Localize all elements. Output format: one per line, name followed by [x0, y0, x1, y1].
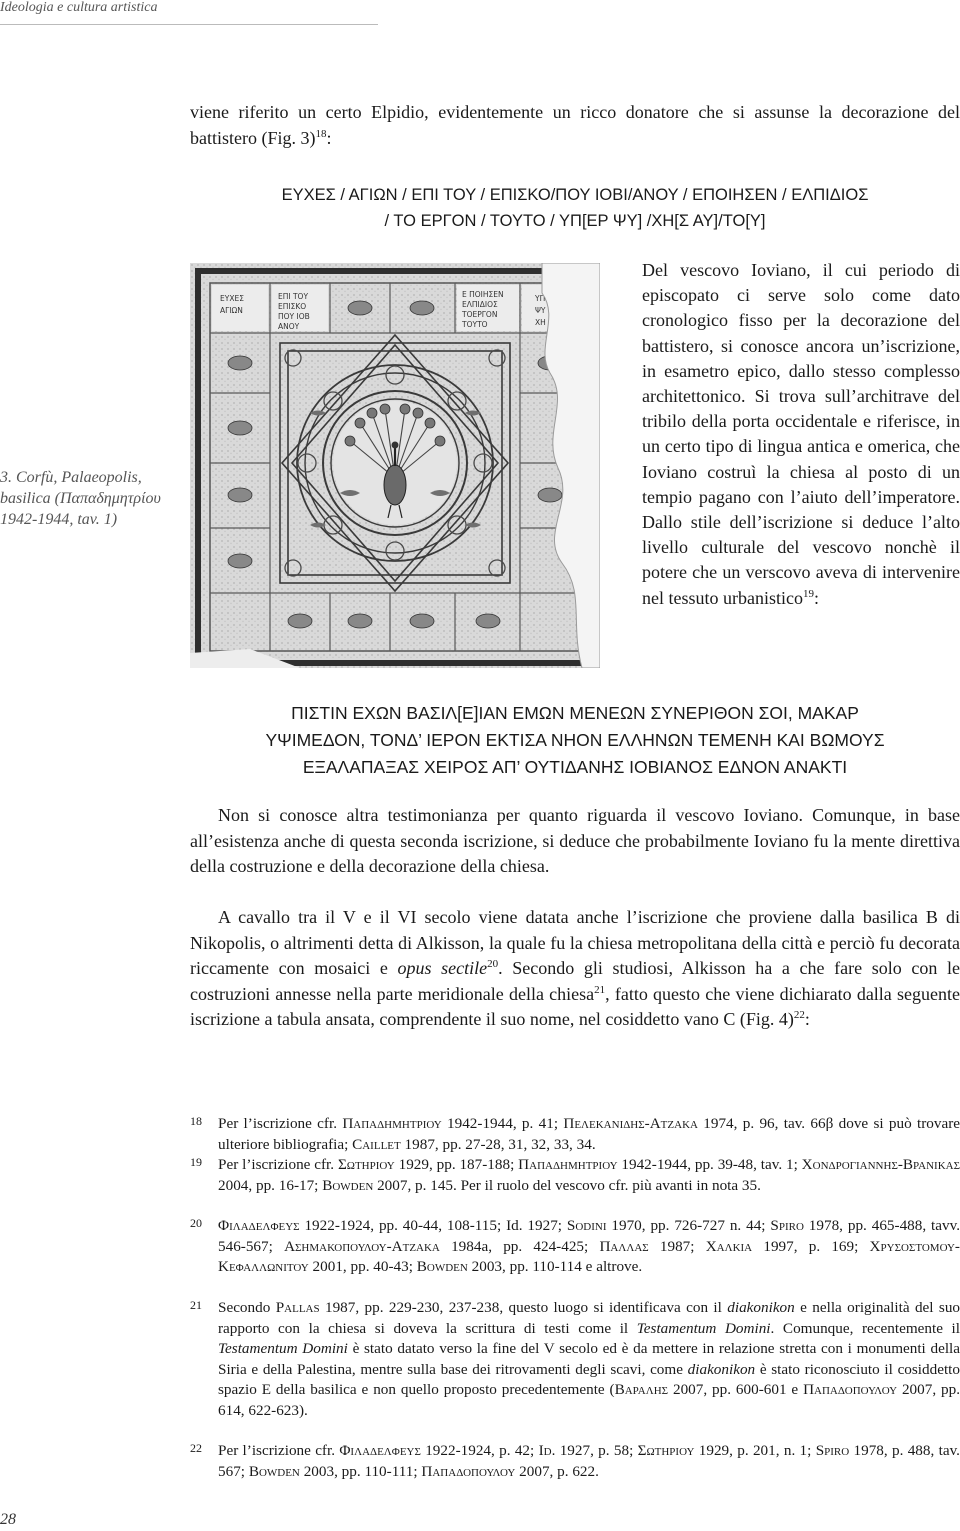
running-head: Ideologia e cultura artistica	[0, 0, 158, 15]
inscription-ioviano-line-1: ΠΙΣΤΙΝ ΕΧΩΝ ΒΑΣΙΛ[Ε]ΙΑΝ ΕΜΩΝ ΜΕΝΕΩΝ ΣΥΝΕΡΙΘΟΝ ΣΟΙ, ΜΑΚΑΡ	[291, 703, 859, 723]
footnote-text: Per l’iscrizione cfr. Φιλαδελφευς 1922-1924, p. 42; Id. 1927, p. 58; Σωτηριου 1929, p. 201, n. 1; Spiro 1978, p. 488, tav. 567; Bowden 2003, pp. 110-111; Παπαδοπουλου 2007, p. 622.	[218, 1442, 960, 1480]
panel-text-5: ΠΟΥ ΙΟΒ	[278, 312, 310, 321]
paragraph-alkisson	[190, 905, 960, 1033]
panel-text-6: ΑΝΟΥ	[278, 322, 300, 331]
paragraph-alkisson-colon: :	[804, 1009, 810, 1029]
footnote-text: Φιλαδελφευς 1922-1924, pp. 40-44, 108-115; Id. 1927; Sodini 1970, pp. 726-727 n. 44; Spiro 1978, pp. 465-488, tavv. 546-567; Ασημακοπουλου-Ατζακα 1984a, pp. 424-425; Παλλας 1987; Χαλκια 1997, p. 169; Χρυσοστομου-Κεφαλλωνιτου 2001, pp. 40-43; Bowden 2003, pp. 110-114 e altrove.	[218, 1217, 960, 1275]
page-number: 28	[0, 1511, 16, 1528]
footnote-ref-21[interactable]: 21	[594, 983, 606, 996]
inscription-ioviano	[190, 700, 960, 781]
footnote-text: Per l’iscrizione cfr. Σωτηριου 1929, pp. 187-188; Παπαδημητριου 1942-1944, pp. 39-48, tav. 1; Χονδρογιαννης-Βρανικας 2004, pp. 16-17; Bowden 2007, p. 145. Per il ruolo del vescovo cfr. più avanti in nota 35.	[218, 1156, 960, 1194]
paragraph-intro-colon: :	[326, 127, 332, 148]
panel-text-7: Ε ΠΟΙΗΣΕΝ	[462, 290, 504, 299]
mosaic-figure	[190, 263, 600, 668]
footnote-number: 21	[190, 1298, 202, 1312]
panel-text-1: ΕΥΧΕΣ	[220, 294, 244, 303]
footnote-text: Secondo Pallas 1987, pp. 229-230, 237-238, questo luogo si identificava con il diakonikon e nella originalità del suo rapporto con la chiesa si doveva la scrittura di testi come il Testamentum Domini. Comunque, recentemente il Testamentum Domini è stato datato verso la fine del V secolo ed è da mettere in relazione stretta con i monumenti della Siria e della Palestina, mentre sulla base dei ritrovamenti degli scavi, come diakonikon è stato riconosciuto il cosiddetto spazio E della basilica e non quello proposto precedentemente (Βαραλης 2007, pp. 600-601 e Παπαδοπουλου 2007, pp. 614, 622-623).	[218, 1299, 960, 1419]
footnote-18	[190, 1114, 960, 1155]
panel-text-9: ΤΟΕΡΓΟΝ	[462, 310, 498, 319]
footnote-text: Per l’iscrizione cfr. Παπαδημητριου 1942-1944, p. 41; Πελεκανιδης-Ατζακα 1974, p. 96, tav. 66β dove si può trovare ulteriore bibliografia; Caillet 1987, pp. 27-28, 31, 32, 33, 34.	[218, 1115, 960, 1153]
panel-text-2: ΑΓΙΩΝ	[220, 306, 243, 315]
inscription-elpidios	[190, 182, 960, 234]
footnote-20	[190, 1216, 960, 1278]
panel-text-11: ΥΠ	[535, 294, 546, 303]
panel-text-8: ΕΛΠΙΔΙΟΣ	[462, 300, 498, 309]
inscription-ioviano-line-3: ΕΞΑΛΑΠΑΞΑΣ ΧΕΙΡΟΣ ΑΠ’ ΟΥΤΙΔΑΝΗΣ ΙΟΒΙΑΝΟΣ ΕΔΝΟΝ ΑΝΑΚΤΙ	[302, 757, 848, 777]
footnote-number: 22	[190, 1441, 202, 1455]
panel-text-13: ΧΗ	[535, 318, 546, 327]
footnote-number: 18	[190, 1114, 202, 1128]
footnote-21	[190, 1298, 960, 1421]
footnote-ref-20[interactable]: 20	[487, 958, 499, 970]
panel-text-12: ΨΥ	[535, 306, 546, 315]
footnote-22	[190, 1441, 960, 1482]
footnote-ref-19[interactable]: 19	[802, 587, 814, 600]
header-rule	[0, 24, 378, 25]
footnote-ref-22[interactable]: 22	[793, 1009, 805, 1021]
paragraph-alkisson-text-2: . Secondo gli studiosi, Alkisson ha a che fare solo con le costruzioni annesse nella parte meridionale della chiesa	[190, 958, 960, 1004]
paragraph-ioviano-colon: :	[813, 587, 819, 608]
inscription-elpidios-line-1: ΕΥΧΕΣ / ΑΓΙΩΝ / ΕΠΙ ΤΟΥ / ΕΠΙΣΚΟ/ΠΟΥ ΙΟΒΙ/ΑΝΟΥ / ΕΠΟΙΗΣΕΝ / ΕΛΠΙΔΙΟΣ	[281, 186, 869, 204]
figure-caption: 3. Corfù, Palaeopolis, basilica (Παπαδημητρίου 1942-1944, tav. 1)	[0, 469, 161, 528]
opus-sectile-term: opus sectile	[397, 958, 488, 978]
footnote-19	[190, 1155, 960, 1196]
footnote-number: 20	[190, 1216, 202, 1230]
panel-text-10: ΤΟΥΤΟ	[462, 320, 488, 329]
footnote-number: 19	[190, 1155, 202, 1169]
inscription-ioviano-line-2: ΥΨΙΜΕΔΟΝ, ΤΟΝΔ’ ΙΕΡΟΝ ΕΚΤΙΣΑ ΝΗΟΝ ΕΛΛΗΝΩΝ ΤΕΜΕΝΗ ΚΑΙ ΒΩΜΟΥΣ	[265, 730, 885, 750]
paragraph-intro-text: viene riferito un certo Elpidio, evidentemente un ricco donatore che si assunse la decorazione del battistero (Fig. 3)	[190, 102, 960, 148]
panel-text-4: ΕΠΙΣΚΟ	[278, 302, 307, 311]
paragraph-testimony: Non si conosce altra testimonianza per quanto riguarda il vescovo Ioviano. Comunque, in base all’esistenza anche di questa seconda iscrizione, si deduce che probabilmente Ioviano fu la mente direttiva della costruzione e della decorazione della chiesa.	[190, 805, 960, 876]
footnote-ref-18[interactable]: 18	[315, 127, 327, 140]
paragraph-intro	[190, 100, 960, 151]
paragraph-alkisson-text-3: , fatto questo che viene dichiarato dalla seguente iscrizione a tabula ansata, comprendente il suo nome, nel cosiddetto vano C (Fig. 4)	[190, 983, 960, 1029]
paragraph-alkisson-text-1: A cavallo tra il V e il VI secolo viene datata anche l’iscrizione che proviene dalla basilica B di Nikopolis, o altrimenti detta di Alkisson, la quale fu la chiesa metropolitana della città e perciò fu decorata riccamente con mosaici e	[190, 907, 960, 978]
paragraph-ioviano-text: Del vescovo Ioviano, il cui periodo di episcopato ci serve solo come dato cronologico fisso per la decorazione del battistero, si conosce ancora un’iscrizione, in esametro epico, dallo stesso complesso architettonico. Si trova sull’architrave del tribilo della porta occidentale e riferisce, in un certo tipo di lingua antica e omerica, che Ioviano costruì la chiesa al posto di un tempio pagano con l’aiuto dell’imperatore. Dallo stile dell’iscrizione si deduce l’alto livello culturale del vescovo nonchè il potere che un verscovo aveva di intervenire nel tessuto urbanistico	[642, 260, 960, 608]
inscription-elpidios-line-2: / ΤΟ ΕΡΓΟΝ / ΤΟΥΤΟ / ΥΠ[ΕΡ ΨΥ] /ΧΗ[Σ ΑΥ]/ΤΟ[Υ]	[384, 212, 766, 230]
paragraph-ioviano	[642, 258, 960, 611]
panel-text-3: ΕΠΙ ΤΟΥ	[278, 292, 309, 301]
